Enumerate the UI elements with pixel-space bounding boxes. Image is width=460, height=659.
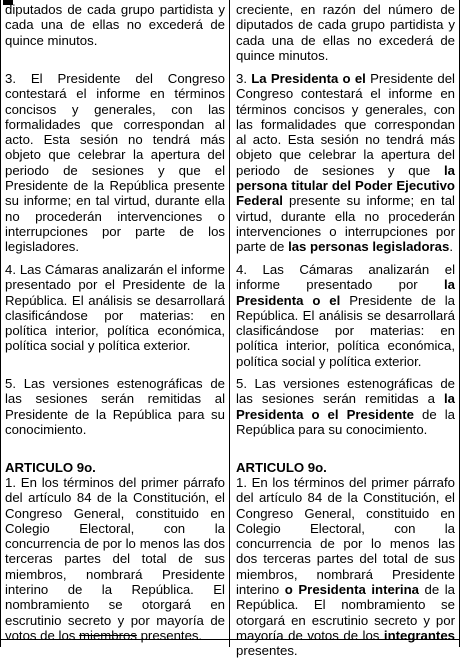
right-p4-bold: la Presidenta o el — [236, 277, 455, 308]
right-paragraph-1: creciente, en razón del número de diputados de cada grupo partidista y cada una de ellas no excederá de quince minutos. — [236, 2, 455, 63]
right-article-heading: ARTICULO 9o. — [236, 460, 327, 475]
right-art-text-a: 1. En los términos del primer párrafo del artículo 84 de la Constitución, el Congreso General, constituido en Colegio Electoral, con la concurrencia de por lo menos las dos terceras partes del total de sus miembros, nombrará Presidente interino — [236, 475, 455, 598]
right-p5-text-c: de la República para su conocimiento. — [236, 406, 455, 437]
left-paragraph-3: 3. El Presidente del Congreso contestará el informe en términos concisos y generales, con las formalidades que correspondan al acto. Esta sesión no tendrá más objeto que celebrar la apertura del periodo de sesiones y que el Presidente de la República presente su informe; en tal virtud, durante ella no procederán intervenciones o interrupciones por parte de los legisladores. — [5, 71, 225, 255]
left-article-struck-word: miembros — [79, 627, 137, 643]
right-p4-text-a: 4. Las Cámaras analizarán el informe presentado por — [236, 262, 455, 293]
right-p3-text-a: 3. — [236, 71, 252, 86]
right-p4-text-c: Presidente de la República. El análisis se desarrollará clasificándose por materias: en política interior, política económica, política social y política exterior. — [236, 292, 455, 369]
right-art-bold-2: integrantes — [383, 627, 455, 643]
left-article-text-a: 1. En los términos del primer párrafo del artículo 84 de la Constitución, el Congreso General, constituido en Colegio Electoral, con la concurrencia de por lo menos las dos terceras partes del total de sus miembros, nombrará Presidente interino de la República. El nombramiento se otorgará en escrutinio secreto y por mayoría de votos de los — [5, 475, 225, 643]
left-article-paragraph — [5, 475, 225, 643]
table-column-divider — [229, 0, 230, 647]
left-paragraph-5: 5. Las versiones estenográficas de las sesiones serán remitidas al Presidente de la República para su conocimiento. — [5, 376, 225, 437]
right-art-text-d: presentes. — [236, 643, 298, 659]
right-p3-bold-1: La Presidenta o el — [251, 71, 366, 86]
left-paragraph-1: diputados de cada grupo partidista y cada una de ellas no excederá de quince minutos. — [5, 2, 225, 48]
left-article-text-b: presentes. — [136, 627, 203, 643]
right-p5-bold: la Presidenta o el Presidente — [236, 391, 455, 422]
right-p3-bold-2: la persona titular del Poder Ejecutivo Federal — [236, 162, 455, 209]
right-column — [236, 0, 456, 659]
right-p3-text-c: Presidente del Congreso contestará el informe en términos concisos y generales, con las formalidades que correspondan al acto. Esta sesión no tendrá más objeto que celebrar la apertura del periodo de sesiones y que — [236, 71, 455, 178]
right-art-text-c: de la República. El nombramiento se otorgará en escrutinio secreto y por mayoría de votos de los — [236, 582, 456, 643]
left-article-heading: ARTICULO 9o. — [5, 460, 96, 475]
right-p5-text-a: 5. Las versiones estenográficas de las sesiones serán remitidas a — [236, 376, 455, 407]
right-p3-text-e: . — [449, 239, 453, 255]
right-p3-text-d: presente su informe; en tal virtud, durante ella no procederán intervenciones o interrupciones por parte de — [236, 193, 455, 255]
table-border-left — [0, 0, 1, 647]
right-art-bold-1: o Presidenta interina — [284, 582, 419, 598]
right-paragraph-4 — [236, 262, 455, 369]
left-column — [5, 0, 225, 647]
right-p3-bold-3: las personas legisladoras — [288, 239, 450, 255]
right-article-paragraph — [236, 475, 455, 659]
right-paragraph-3 — [236, 71, 455, 255]
right-paragraph-5 — [236, 376, 455, 437]
left-paragraph-4: 4. Las Cámaras analizarán el informe presentado por el Presidente de la República. El análisis se desarrollará clasificándose por materias: en política interior, política económica, política social y política exterior. — [5, 262, 225, 354]
